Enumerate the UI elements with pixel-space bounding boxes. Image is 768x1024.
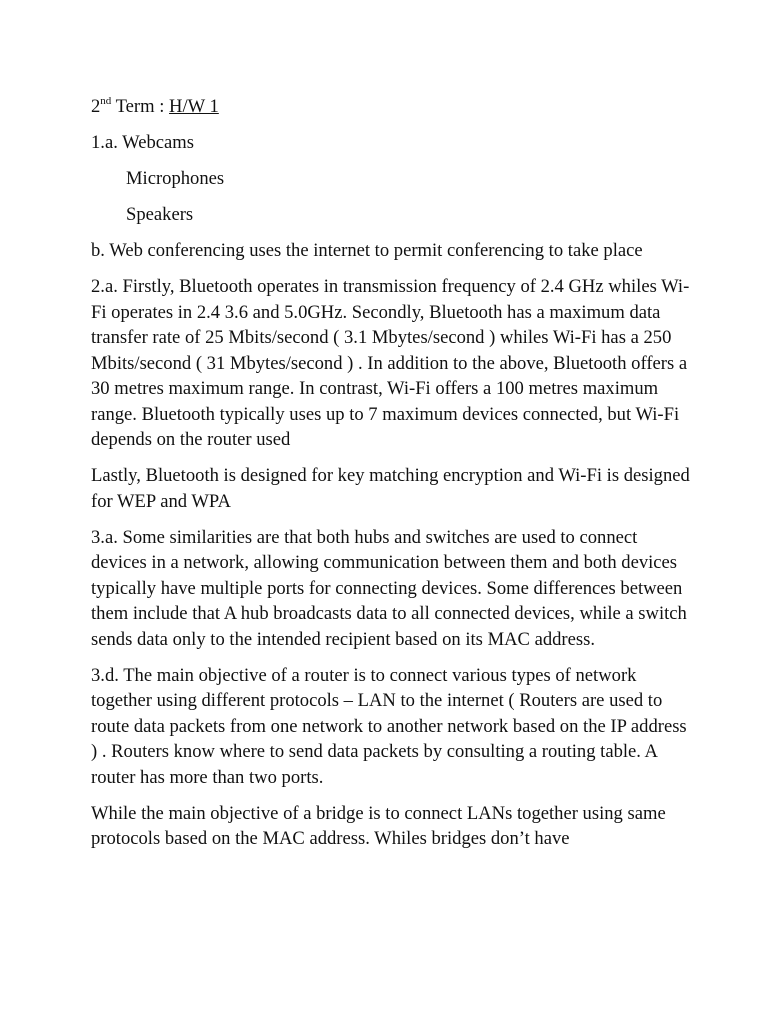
answer-1a-line3: Speakers [126,204,194,225]
heading-hw: H/W 1 [169,96,219,117]
heading-number: 2 [91,96,101,117]
heading-term: Term : [111,96,170,117]
answer-3d: 3.d. The main objective of a router is to connect various types of network together using different protocols – LAN to the internet ( Routers are used to route data packets from one network to another network based on the IP address ) . Routers know where to send data packets by consulting a routing table. A router has more than two ports. [91,664,687,788]
heading-superscript: nd [100,94,112,107]
answer-3a: 3.a. Some similarities are that both hubs and switches are used to connect devices in a network, allowing communication between them and both devices typically have multiple ports for connecting devices. Some differences between them include that A hub broadcasts data to all connected devices, while a switch sends data only to the intended recipient based on its MAC address. [91,526,687,650]
document-page [91,94,691,862]
answer-3d-bridge: While the main objective of a bridge is to connect LANs together using same protocols based on the MAC address. Whiles bridges don’t have [91,802,666,849]
answer-1a-line1: 1.a. Webcams [91,132,194,153]
answer-2a-last: Lastly, Bluetooth is designed for key matching encryption and Wi-Fi is designed for WEP and WPA [91,465,690,512]
answer-2a: 2.a. Firstly, Bluetooth operates in transmission frequency of 2.4 GHz whiles Wi-Fi operates in 2.4 3.6 and 5.0GHz. Secondly, Bluetooth has a maximum data transfer rate of 25 Mbits/second ( 3.1 Mbytes/second ) whiles Wi-Fi has a 250 Mbits/second ( 31 Mbytes/second ) . In addition to the above, Bluetooth offers a 30 metres maximum range. In contrast, Wi-Fi offers a 100 metres maximum range. Bluetooth typically uses up to 7 maximum devices connected, but Wi-Fi depends on the router used [91,276,690,450]
document-heading [91,94,691,120]
answer-1a-line2: Microphones [126,168,225,189]
answer-1b: b. Web conferencing uses the internet to permit conferencing to take place [91,240,643,261]
